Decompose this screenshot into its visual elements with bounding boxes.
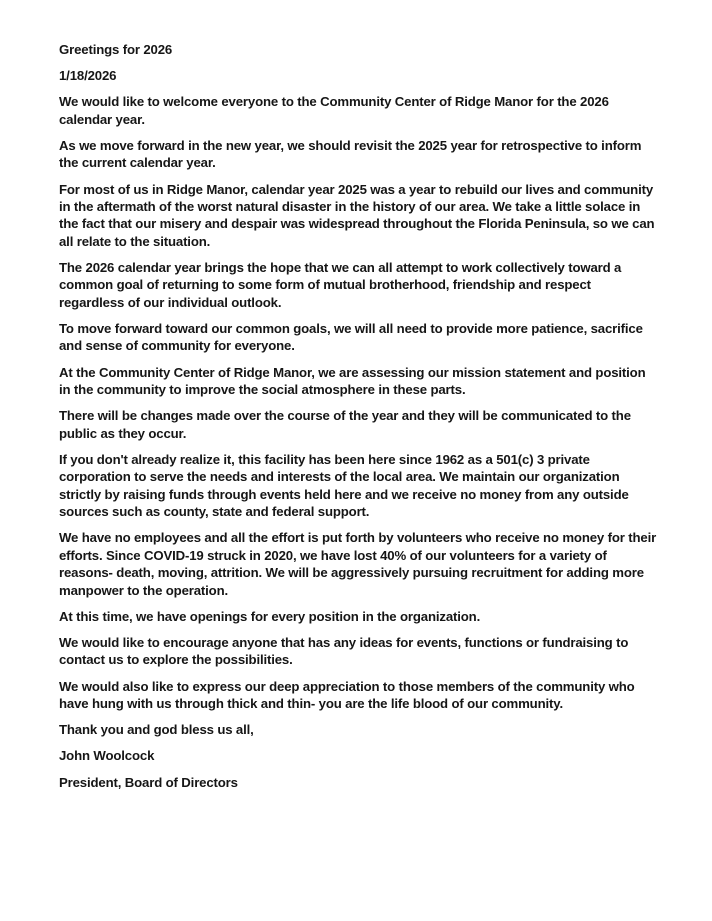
letter-closing: Thank you and god bless us all, [59, 722, 254, 738]
paragraph-volunteers: We have no employees and all the effort is put forth by volunteers who receive no money for their efforts. Since COVID-19 struck in 2020, we have lost 40% of our volunteers for a variety of reasons- death, moving, attrition. We will be aggressively pursuing recruitment for adding more manpower to the operation. [59, 530, 657, 598]
letter-date: 1/18/2026 [59, 68, 117, 84]
letter-title: Greetings for 2026 [59, 42, 173, 57]
paragraph-openings: At this time, we have openings for every position in the organization. [59, 608, 481, 624]
paragraph-retrospective: As we move forward in the new year, we should revisit the 2025 year for retrospective to inform the current calendar year. [59, 138, 642, 171]
paragraph-appreciation: We would also like to express our deep appreciation to those members of the community who have hung with us through thick and thin- you are the life blood of our community. [59, 678, 635, 711]
signature-title: President, Board of Directors [59, 774, 238, 790]
paragraph-rebuild-2025: For most of us in Ridge Manor, calendar year 2025 was a year to rebuild our lives and community in the aftermath of the worst natural disaster in the history of our area. We take a little solace in the fact that our misery and despair was widespread throughout the Florida Peninsula, so we can all relate to the situation. [59, 181, 655, 249]
signature-name: John Woolcock [59, 748, 155, 764]
paragraph-common-goals: To move forward toward our common goals, we will all need to provide more patience, sacrifice and sense of community for everyone. [59, 321, 643, 354]
paragraph-hope-2026: The 2026 calendar year brings the hope that we can all attempt to work collectively toward a common goal of returning to some form of mutual brotherhood, friendship and respect regardless of our individual outlook. [59, 260, 622, 310]
paragraph-mission-statement: At the Community Center of Ridge Manor, we are assessing our mission statement and position in the community to improve the social atmosphere in these parts. [59, 364, 646, 398]
letter-document [59, 41, 659, 800]
paragraph-changes: There will be changes made over the course of the year and they will be communicated to the public as they occur. [59, 408, 631, 441]
paragraph-welcome: We would like to welcome everyone to the Community Center of Ridge Manor for the 2026 calendar year. [59, 94, 609, 127]
paragraph-facility-history: If you don't already realize it, this facility has been here since 1962 as a 501(c) 3 private corporation to serve the needs and interests of the local area. We maintain our organization strictly by raising funds through events held here and we receive no money from any outside sources such as county, state and federal support. [59, 451, 629, 520]
paragraph-ideas: We would like to encourage anyone that has any ideas for events, functions or fundraising to contact us to explore the possibilities. [59, 634, 629, 668]
